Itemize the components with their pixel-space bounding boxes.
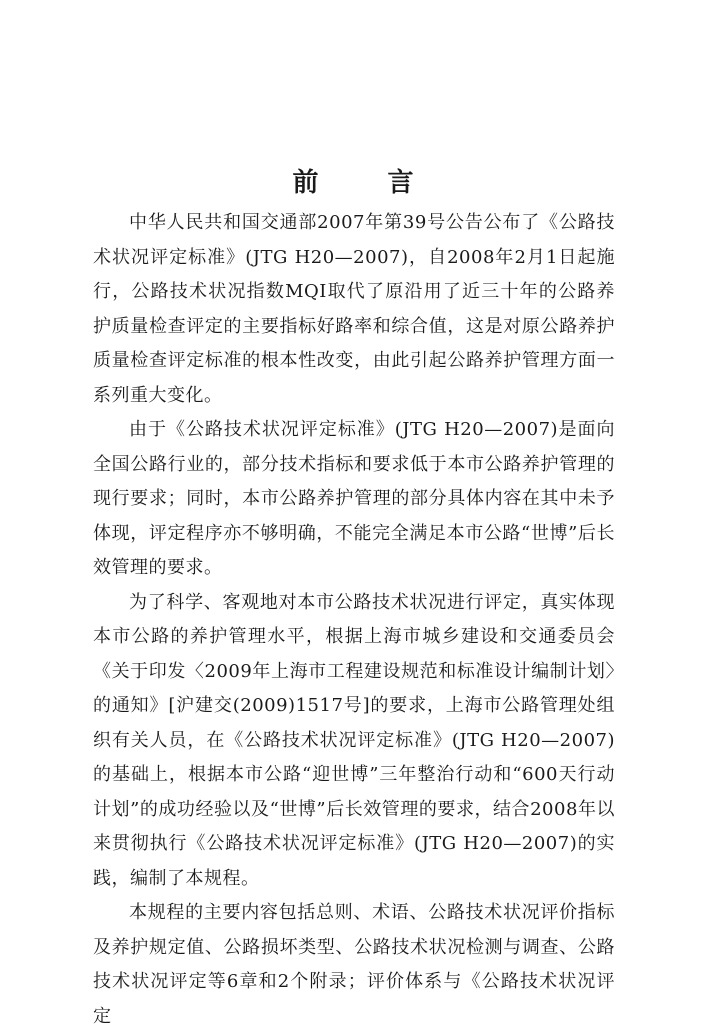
paragraph-4: 本规程的主要内容包括总则、术语、公路技术状况评价指标及养护规定值、公路损坏类型、公路技术状况检测与调查、公路技术状况评定等6章和2个附录；评价体系与《公路技术状况评定 (93, 902, 615, 1027)
paragraph-3: 为了科学、客观地对本市公路技术状况进行评定，真实体现本市公路的养护管理水平，根据上海市城乡建设和交通委员会《关于印发〈2009年上海市工程建设规范和标准设计编制计划〉的通知》[沪建交(2009)1517号]的要求，上海市公路管理处组织有关人员，在《公路技术状况评定标准》(JTG H20—2007)的基础上，根据本市公路“迎世博”三年整治行动和“600天行动计划”的成功经验以及“世博”后长效管理的要求，结合2008年以来贯彻执行《公路技术状况评定标准》(JTG H20—2007)的实践，编制了本规程。 (93, 591, 615, 889)
page-title: 前 言 (292, 168, 444, 199)
paragraph-2: 由于《公路技术状况评定标准》(JTG H20—2007)是面向全国公路行业的，部分技术指标和要求低于本市公路养护管理的现行要求；同时，本市公路养护管理的部分具体内容在其中未予体现，评定程序亦不够明确，不能完全满足本市公路“世博”后长效管理的要求。 (93, 419, 615, 578)
paragraph-1: 中华人民共和国交通部2007年第39号公告公布了《公路技术状况评定标准》(JTG H20—2007)，自2008年2月1日起施行，公路技术状况指数MQI取代了原沿用了近三十年的公路养护质量检查评定的主要指标好路率和综合值，这是对原公路养护质量检查评定标准的根本性改变，由此引起公路养护管理方面一系列重大变化。 (93, 212, 615, 406)
body-text (93, 206, 615, 1034)
